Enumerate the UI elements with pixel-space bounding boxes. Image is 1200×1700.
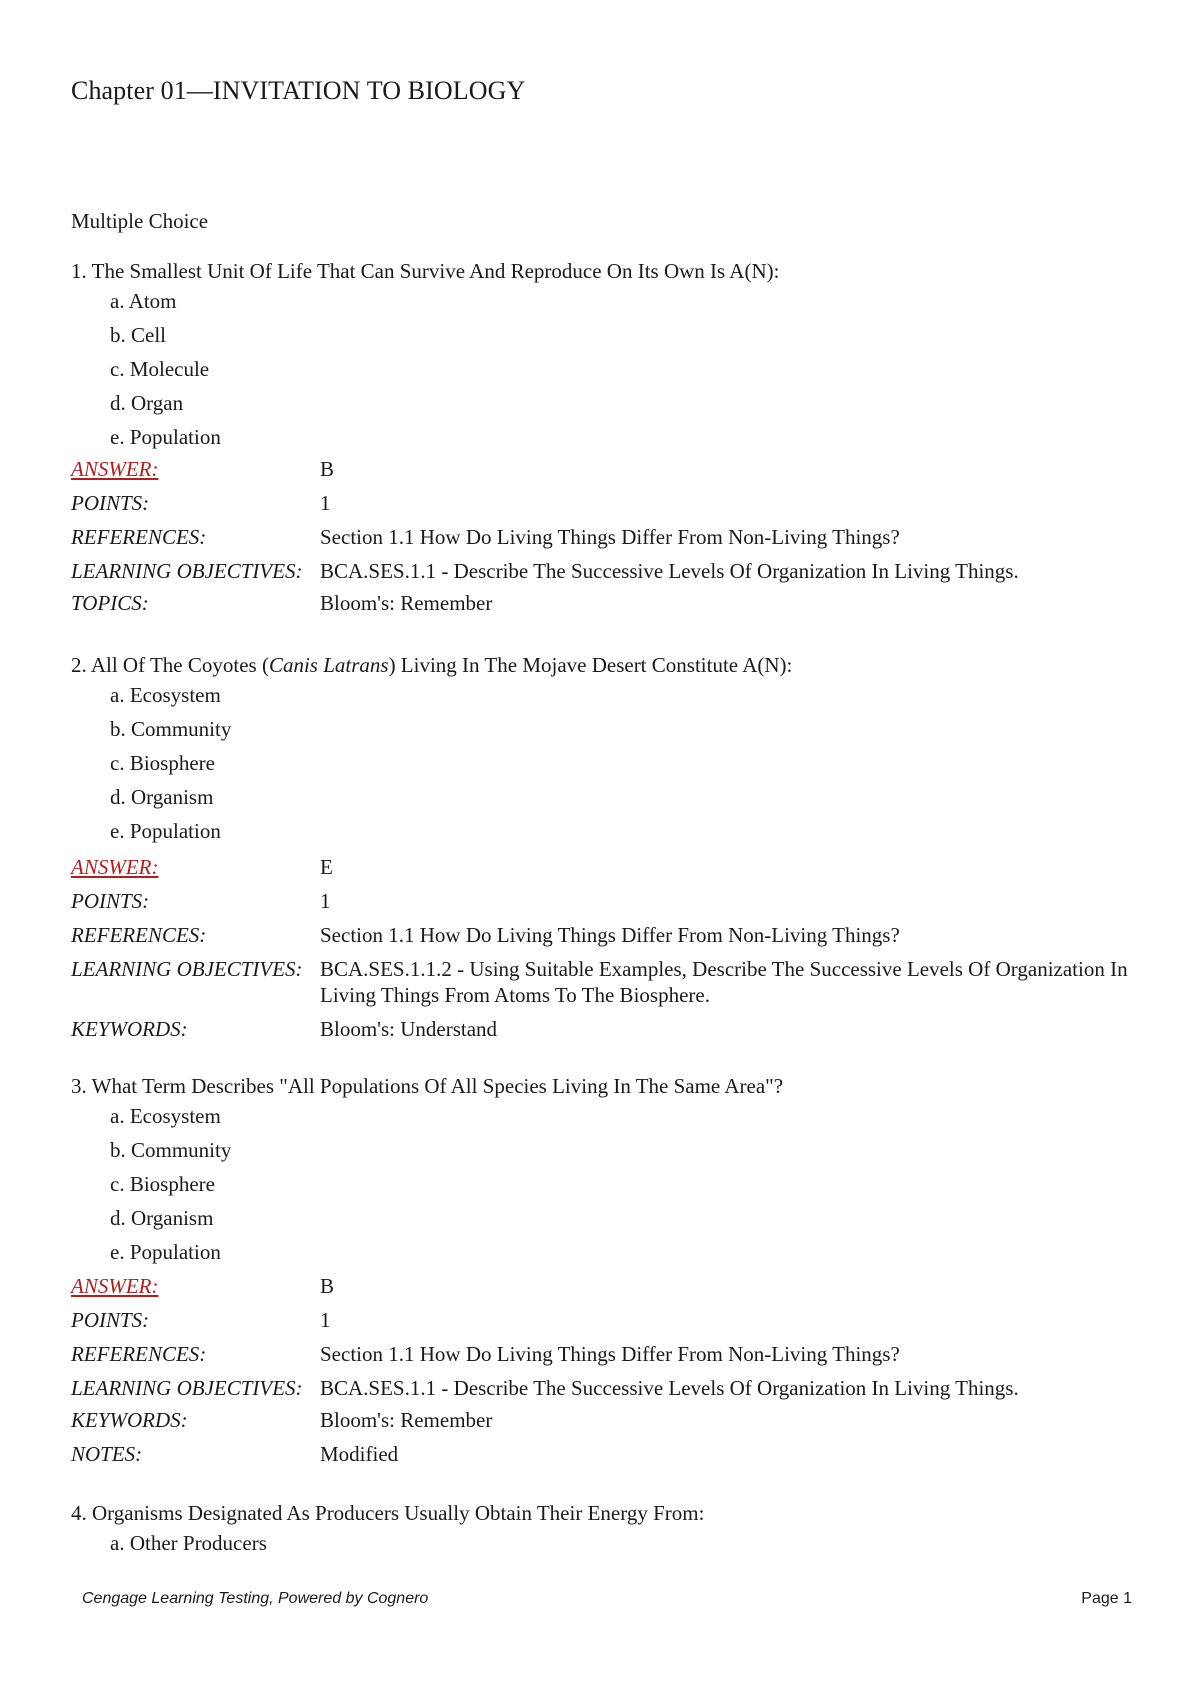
answer-row: [71, 854, 1141, 888]
option-b: b. Community: [110, 717, 232, 741]
answer-row: [71, 1273, 1141, 1307]
option-c: c. Biosphere: [110, 1172, 215, 1196]
footer-publisher: Cengage Learning Testing, Powered by Cognero: [82, 1590, 429, 1607]
answer-label: ANSWER:: [71, 457, 159, 481]
notes-value: Modified: [320, 1442, 399, 1466]
references-row: [71, 922, 1141, 956]
topics-label: TOPICS:: [71, 591, 149, 615]
learning-objectives-row: [71, 1375, 1141, 1407]
question-1: [71, 258, 1141, 624]
learning-objectives-label: LEARNING OBJECTIVES:: [71, 1376, 303, 1400]
keywords-row: [71, 1016, 1141, 1050]
answer-value: B: [320, 1274, 335, 1298]
section-heading: Multiple Choice: [71, 209, 209, 233]
option-b: b. Community: [110, 1138, 232, 1162]
option-e: e. Population: [110, 819, 221, 843]
option-list: [110, 1103, 1141, 1273]
species-name: Canis Latrans: [268, 653, 389, 677]
option-e: e. Population: [110, 425, 221, 449]
question-stem: 4. Organisms Designated As Producers Usually Obtain Their Energy From:: [71, 1501, 705, 1525]
answer-label: ANSWER:: [71, 855, 159, 879]
points-label: POINTS:: [71, 889, 150, 913]
learning-objectives-label: LEARNING OBJECTIVES:: [71, 559, 303, 583]
option-list: [110, 288, 1141, 456]
points-row: [71, 1307, 1141, 1341]
points-row: [71, 888, 1141, 922]
references-row: [71, 524, 1141, 558]
keywords-row: [71, 1407, 1141, 1441]
references-label: REFERENCES:: [71, 1342, 207, 1366]
learning-objectives-label: LEARNING OBJECTIVES:: [71, 957, 303, 981]
answer-row: [71, 456, 1141, 490]
learning-objectives-row: [71, 558, 1141, 590]
notes-label: NOTES:: [71, 1442, 143, 1466]
keywords-label: KEYWORDS:: [71, 1017, 188, 1041]
answer-value: E: [320, 855, 333, 879]
option-a: a. Ecosystem: [110, 1104, 221, 1128]
learning-objectives-value: BCA.SES.1.1 - Describe The Successive Levels Of Organization In Living Things.: [320, 1376, 1019, 1400]
references-value: Section 1.1 How Do Living Things Differ From Non-Living Things?: [320, 923, 900, 947]
page-number: Page 1: [1081, 1590, 1132, 1607]
option-c: c. Biosphere: [110, 751, 215, 775]
question-3: [71, 1073, 1141, 1475]
references-value: Section 1.1 How Do Living Things Differ From Non-Living Things?: [320, 525, 900, 549]
stem-text: ) Living In The Mojave Desert Constitute A(N):: [388, 653, 793, 677]
references-label: REFERENCES:: [71, 525, 207, 549]
learning-objectives-value: BCA.SES.1.1.2 - Using Suitable Examples, Describe The Successive Levels Of Organization In Living Things From Atoms To The Biosphere.: [320, 957, 1128, 1007]
chapter-title: Chapter 01—INVITATION TO BIOLOGY: [71, 76, 526, 105]
topics-value: Bloom's: Remember: [320, 591, 493, 615]
points-value: 1: [320, 889, 331, 913]
question-4: [71, 1500, 1141, 1564]
points-label: POINTS:: [71, 491, 150, 515]
option-a: a. Atom: [110, 289, 177, 313]
keywords-label: KEYWORDS:: [71, 1408, 188, 1432]
option-d: d. Organ: [110, 391, 184, 415]
question-2: [71, 652, 1141, 1050]
references-value: Section 1.1 How Do Living Things Differ From Non-Living Things?: [320, 1342, 900, 1366]
question-stem: 1. The Smallest Unit Of Life That Can Survive And Reproduce On Its Own Is A(N):: [71, 259, 780, 283]
points-value: 1: [320, 491, 331, 515]
references-label: REFERENCES:: [71, 923, 207, 947]
learning-objectives-row: [71, 956, 1141, 1016]
stem-text: 2. All Of The Coyotes (: [71, 653, 269, 677]
option-e: e. Population: [110, 1240, 221, 1264]
keywords-value: Bloom's: Remember: [320, 1408, 493, 1432]
option-list: [110, 1530, 1141, 1564]
option-d: d. Organism: [110, 785, 214, 809]
option-b: b. Cell: [110, 323, 166, 347]
option-list: [110, 682, 1141, 854]
points-value: 1: [320, 1308, 331, 1332]
question-stem: [71, 652, 1141, 682]
option-a: a. Ecosystem: [110, 683, 221, 707]
keywords-value: Bloom's: Understand: [320, 1017, 498, 1041]
option-c: c. Molecule: [110, 357, 210, 381]
option-d: d. Organism: [110, 1206, 214, 1230]
points-row: [71, 490, 1141, 524]
answer-label: ANSWER:: [71, 1274, 159, 1298]
learning-objectives-value: BCA.SES.1.1 - Describe The Successive Levels Of Organization In Living Things.: [320, 559, 1019, 583]
references-row: [71, 1341, 1141, 1375]
points-label: POINTS:: [71, 1308, 150, 1332]
notes-row: [71, 1441, 1141, 1475]
question-stem: 3. What Term Describes "All Populations Of All Species Living In The Same Area"?: [71, 1074, 784, 1098]
option-a: a. Other Producers: [110, 1531, 267, 1555]
answer-value: B: [320, 457, 335, 481]
topics-row: [71, 590, 1141, 624]
